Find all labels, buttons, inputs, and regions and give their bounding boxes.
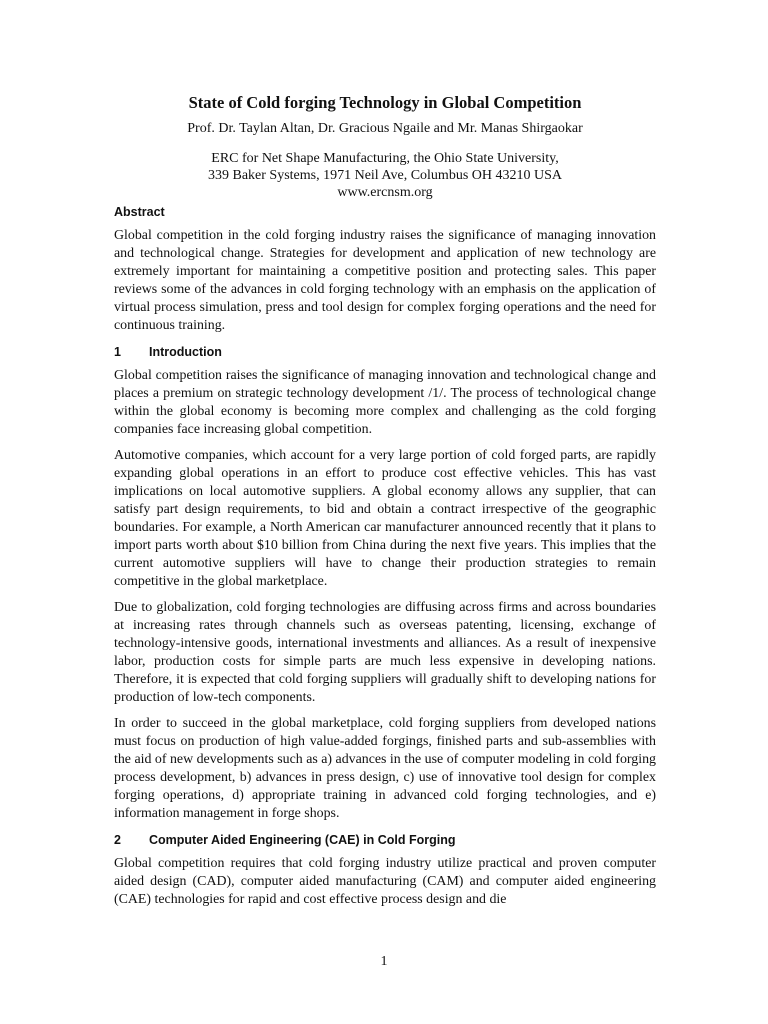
- abstract-heading: Abstract: [114, 205, 165, 219]
- paragraph: Global competition raises the significance of managing innovation and technological change and places a premium on strategic technology development /1/. The process of technological change within the global economy is becoming more complex and challenging as the cold forging companies face increasing global competition.: [114, 368, 656, 437]
- section-number: 1: [114, 345, 121, 359]
- paragraph: Global competition requires that cold forging industry utilize practical and proven computer aided design (CAD), computer aided manufacturing (CAM) and computer aided engineering (CAE) technologies for rapid and cost effective process design and die: [114, 856, 656, 907]
- page-number: 1: [380, 954, 388, 969]
- paper-title: State of Cold forging Technology in Global Competition: [188, 93, 582, 112]
- paragraph: Due to globalization, cold forging technologies are diffusing across firms and across boundaries at increasing rates through channels such as overseas patenting, licensing, exchange of technology-intensive goods, international investments and alliances. As a result of inexpensive labor, production costs for simple parts are much less expensive in developing nations. Therefore, it is expected that cold forging suppliers will gradually shift to developing nations for production of low-tech components.: [114, 600, 656, 705]
- affiliation-line: ERC for Net Shape Manufacturing, the Ohio State University,: [211, 151, 559, 166]
- section-heading-cae: [114, 831, 656, 849]
- paragraph: In order to succeed in the global marketplace, cold forging suppliers from developed nations must focus on production of high value-added forgings, finished parts and sub-assemblies with the aid of new developments such as a) advances in the use of computer modeling in cold forging process development, b) advances in press design, c) use of innovative tool design for complex forging operations, d) appropriate training in advanced cold forging technologies, and e) information management in forge shops.: [114, 716, 656, 821]
- abstract-text: Global competition in the cold forging industry raises the significance of managing innovation and technological change. Strategies for development and application of new technology are extremely important for maintaining a competitive position and protecting sales. This paper reviews some of the advances in cold forging technology with an emphasis on the application of virtual process simulation, press and tool design for complex forging operations and the need for continuous training.: [114, 228, 656, 333]
- section-title: Introduction: [149, 345, 222, 359]
- affiliation-website: www.ercnsm.org: [337, 185, 433, 200]
- section-number: 2: [114, 833, 121, 847]
- affiliation-block: [114, 150, 656, 201]
- paper-authors: Prof. Dr. Taylan Altan, Dr. Gracious Ngaile and Mr. Manas Shirgaokar: [187, 121, 583, 136]
- section-heading-introduction: [114, 343, 656, 361]
- paper-page: [114, 92, 656, 917]
- section-title: Computer Aided Engineering (CAE) in Cold Forging: [149, 833, 456, 847]
- paragraph: Automotive companies, which account for a very large portion of cold forged parts, are rapidly expanding global operations in an effort to produce cost effective vehicles. This has vast implications on local automotive suppliers. A global economy allows any supplier, that can satisfy part design requirements, to bid and obtain a contract irrespective of the geographic boundaries. For example, a North American car manufacturer announced recently that it plans to import parts worth about $10 billion from China during the next five years. This implies that the current automotive suppliers will have to change their production strategies to remain competitive in the global marketplace.: [114, 448, 656, 589]
- affiliation-line: 339 Baker Systems, 1971 Neil Ave, Columbus OH 43210 USA: [207, 168, 562, 183]
